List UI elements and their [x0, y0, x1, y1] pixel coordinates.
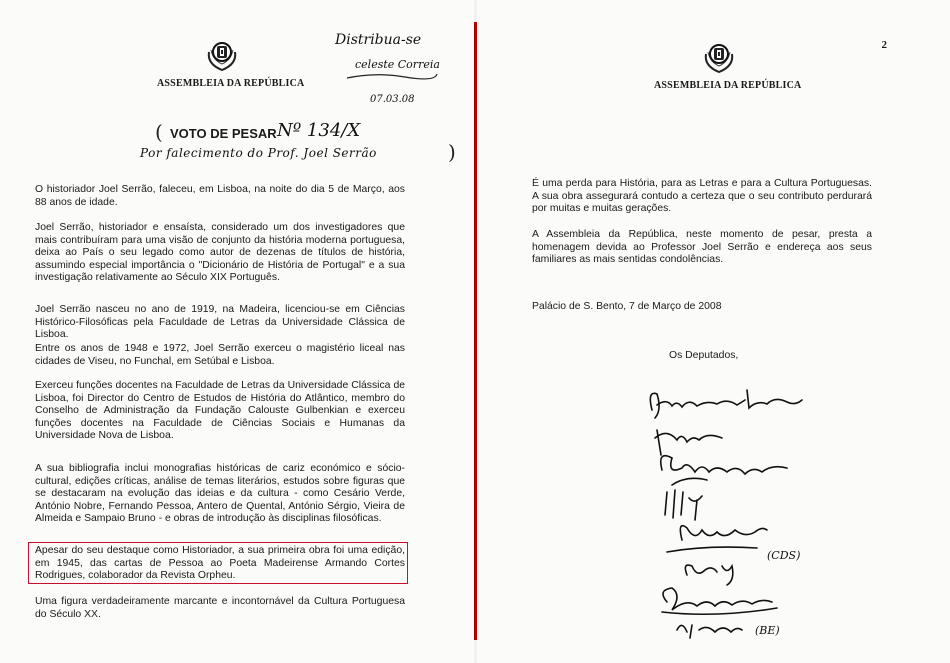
handwritten-date-note: 07.03.08	[370, 94, 415, 105]
right-page	[477, 0, 950, 663]
deputies-label: Os Deputados,	[669, 350, 739, 361]
paragraph-3: Joel Serrão nasceu no ano de 1919, na Madeira, licenciou-se em Ciências Histórico-Filosóficas pela Faculdade de Letras da Universidade Clássica de Lisboa.	[35, 304, 405, 341]
paragraph-8: Uma figura verdadeiramente marcante e incontornável da Cultura Portuguesa do Século XX.	[35, 596, 405, 620]
paragraph-1: O historiador Joel Serrão, faleceu, em Lisboa, na noite do dia 5 de Março, aos 88 anos de idade.	[35, 184, 405, 208]
organization-header: ASSEMBLEIA DA REPÚBLICA	[157, 78, 305, 89]
right-paragraph-1: É uma perda para História, para as Letras e para a Cultura Portuguesas. A sua obra assegurará contudo a certeza que o seu contributo perdurará por muitas e muitas gerações.	[532, 178, 872, 215]
handwritten-subtitle: Por falecimento do Prof. Joel Serrão	[140, 146, 377, 160]
paragraph-2: Joel Serrão, historiador e ensaísta, considerado um dos investigadores que mais contribuíram para uma visão de conjunto da história moderna portuguesa, deixa ao País o seu legado como autor de dezenas de títulos de história, assumindo especial importância o "Dicionário de História de Portugal" e a sua investigação relativamente ao Século XIX Português.	[35, 222, 405, 284]
right-paragraph-2: A Assembleia da República, neste momento de pesar, presta a homenagem devida ao Professor Joel Serrão e endereça aos seus familiares as mais sentidas condolências.	[532, 229, 872, 266]
underline-scribble	[345, 70, 440, 84]
page-number: 2	[881, 39, 887, 51]
document-title: VOTO DE PESAR	[170, 126, 277, 141]
handwritten-name-note: celeste Correia	[355, 58, 440, 71]
paragraph-7-highlighted: Apesar do seu destaque como Historiador, a sua primeira obra foi uma edição, em 1945, das cartas de Pessoa ao Poeta Madeirense Armando Cortes Rodrigues, colaborador da Revista Orpheu.	[35, 545, 405, 582]
organization-header: ASSEMBLEIA DA REPÚBLICA	[654, 80, 802, 91]
place-and-date: Palácio de S. Bento, 7 de Março de 2008	[532, 301, 722, 312]
handwritten-distribute-note: Distribua-se	[335, 32, 422, 48]
paren-open: (	[155, 120, 163, 144]
left-page	[0, 0, 474, 663]
handwritten-vote-number: Nº 134/X	[277, 120, 361, 141]
signature-party-be: (BE)	[755, 624, 780, 637]
coat-of-arms-emblem-icon	[702, 40, 736, 74]
deputies-signatures	[627, 380, 827, 640]
coat-of-arms-emblem-icon	[205, 38, 239, 72]
paragraph-4: Entre os anos de 1948 e 1972, Joel Serrão exerceu o magistério liceal nas cidades de Viseu, no Funchal, em Setúbal e Lisboa.	[35, 343, 405, 367]
paragraph-6: A sua bibliografia inclui monografias históricas de cariz económico e sócio-cultural, edições críticas, análise de temas literários, estudos sobre figuras que se destacaram na evolução das ideias e da cultura - como Cesário Verde, António Nobre, Fernando Pessoa, Antero de Quental, António Sérgio, Vieira de Almeida e Sampaio Bruno - e obras de introdução às disciplinas filosóficas.	[35, 463, 405, 525]
paren-close: )	[448, 140, 456, 164]
paragraph-5: Exerceu funções docentes na Faculdade de Letras da Universidade Clássica de Lisboa, foi Director do Centro de Estudos de História do Atlântico, membro do Conselho de Administração da Fundação Calouste Gulbenkian e exerceu funções docentes na Faculdade de Ciências Sociais e Humanas da Universidade Nova de Lisboa.	[35, 380, 405, 442]
signature-party-cds: (CDS)	[767, 549, 801, 562]
